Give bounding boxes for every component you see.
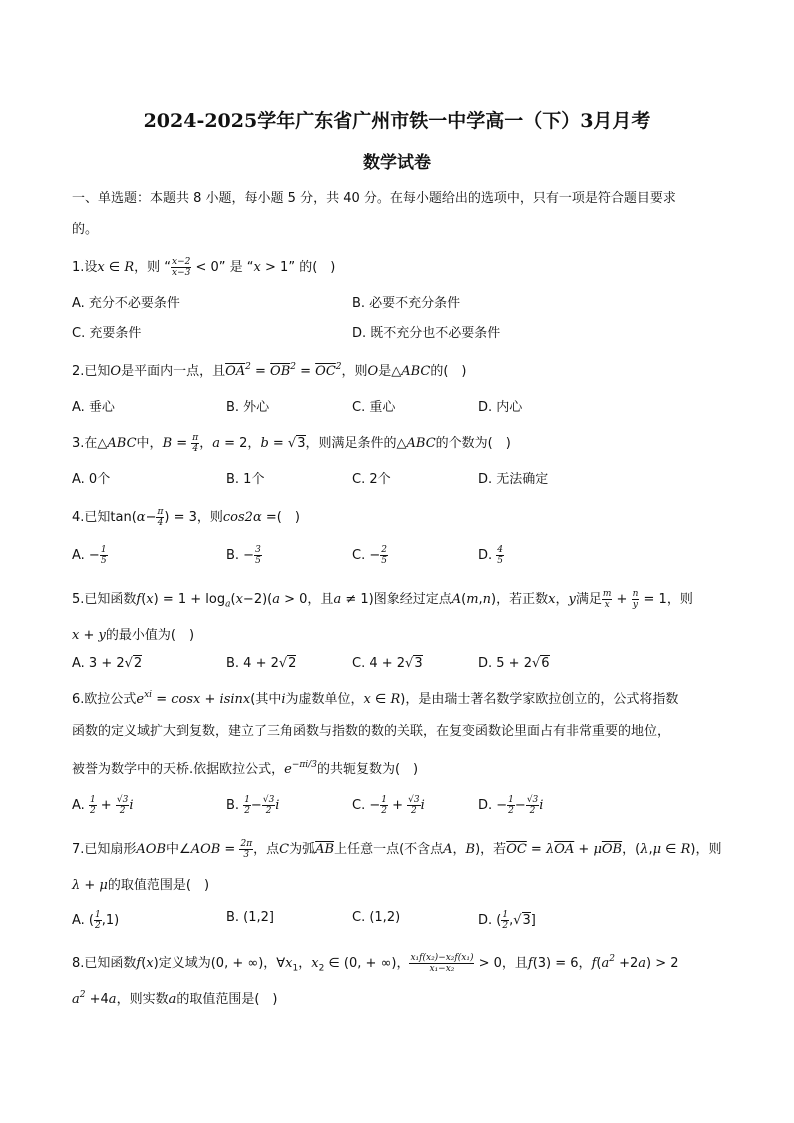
question-3: 3.在△ABC中，B = $\frac{\pi}{4}$ ，a = 2，b = √3，则满足条件的△ABC的个数为( ) <box>72 433 511 454</box>
q6-option-a: A. $\frac{1}{2}$ + $\frac{√3}{2}$ i <box>72 795 134 816</box>
question-6-line-3: 被誉为数学中的天桥.依据欧拉公式，$e^{-\pi i/3}$的共轭复数为( ) <box>72 760 419 777</box>
q1-option-a: A. 充分不必要条件 <box>72 296 180 311</box>
q2-option-b: B. 外心 <box>226 400 270 415</box>
q3-option-b: B. 1个 <box>226 472 265 487</box>
q7-option-d: D. ( $\frac{1}{2}$ ,√3] <box>478 910 536 931</box>
question-6-line-2: 函数的定义域扩大到复数，建立了三角函数与指数的数的关联，在复变函数论里面占有非常重要的地位， <box>72 724 671 739</box>
q4-option-a: A. − $\frac{1}{5}$ <box>72 545 107 566</box>
q6-option-d: D. − $\frac{1}{2}$ − $\frac{√3}{2}$ i <box>478 795 544 816</box>
question-8-cont: $a^2 +4a$，则实数a的取值范围是( ) <box>72 990 278 1007</box>
question-7: 7.已知扇形AOB中∠AOB = $\frac{2\pi}{3}$ ，点C为弧$\overline{AB}$上任意一点(不含点A，B)，若$\overline{OC} = \lambda\overline{OA} + \mu\overline{OB}$，(λ,μ ∈ R)，则 <box>72 839 722 860</box>
question-6: 6.欧拉公式$e^{xi} = \cos x + isinx$(其中i为虚数单位，x ∈ R)，是由瑞士著名数学家欧拉创立的，公式将指数 <box>72 690 679 707</box>
q1-option-b: B. 必要不充分条件 <box>352 296 461 311</box>
question-5: 5.已知函数$f(x) = 1 + \log_a(x-2)(a > 0$，且a ≠ 1)图象经过定点A(m,n)，若正数x，y满足 $\frac{m}{x}$ + $\frac{n}{y}$ = 1，则 <box>72 589 693 610</box>
q7-option-c: C. (1,2) <box>352 910 401 925</box>
question-8: 8.已知函数f(x)定义域为(0, + ∞)，$\forall x_1$，$x_2$ ∈ (0, + ∞)， $\frac{\text{x₁f(x₂)−x₂f(x₁)}}{\text{x₁−x₂}}$ > 0，且f(3) = 6，$f(a^2 +2a) > 2$ <box>72 953 679 974</box>
q6-option-b: B. $\frac{1}{2}$ − $\frac{√3}{2}$ i <box>226 795 280 816</box>
question-5-cont: x + y的最小值为( ) <box>72 628 195 643</box>
page-title: 2024-2025学年广东省广州市铁一中学高一（下）3月月考 <box>143 110 651 132</box>
q4-option-c: C. − $\frac{2}{5}$ <box>352 545 387 566</box>
q2-option-d: D. 内心 <box>478 400 523 415</box>
question-2: 2.已知O是平面内一点，且$\overline{OA}^2 = \overline{OB}^2 = \overline{OC}^2$，则O是△ABC的( ) <box>72 362 467 379</box>
q1-option-d: D. 既不充分也不必要条件 <box>352 326 501 341</box>
question-1: 1.设x ∈ R，则 “ $\frac{x-2}{x-3}$ < 0” 是 “x > 1” 的( ) <box>72 257 336 278</box>
question-4: 4.已知tan(α− $\frac{\pi}{4}$ ) = 3，则cos2α =( ) <box>72 507 300 528</box>
q4-option-b: B. − $\frac{3}{5}$ <box>226 545 261 566</box>
q2-option-c: C. 重心 <box>352 400 396 415</box>
q5-option-d: D. 5 + 2√6 <box>478 656 550 671</box>
q5-option-c: C. 4 + 2√3 <box>352 656 423 671</box>
question-7-cont: λ + μ的取值范围是( ) <box>72 878 210 893</box>
q3-option-a: A. 0个 <box>72 472 111 487</box>
q5-option-a: A. 3 + 2√2 <box>72 656 143 671</box>
q4-option-d: D. $\frac{4}{5}$ <box>478 545 504 566</box>
q7-option-a: A. ( $\frac{1}{2}$ ,1) <box>72 910 120 931</box>
q3-option-d: D. 无法确定 <box>478 472 549 487</box>
q5-option-b: B. 4 + 2√2 <box>226 656 297 671</box>
section-heading: 一、单选题：本题共 8 小题，每小题 5 分，共 40 分。在每小题给出的选项中，只有一项是符合题目要求 <box>72 191 676 206</box>
page-subtitle: 数学试卷 <box>363 153 431 173</box>
q1-option-c: C. 充要条件 <box>72 326 142 341</box>
q3-option-c: C. 2个 <box>352 472 391 487</box>
q2-option-a: A. 垂心 <box>72 400 115 415</box>
q7-option-b: B. (1,2] <box>226 910 275 925</box>
section-heading-cont: 的。 <box>72 222 99 237</box>
q6-option-c: C. − $\frac{1}{2}$ + $\frac{√3}{2}$ i <box>352 795 425 816</box>
